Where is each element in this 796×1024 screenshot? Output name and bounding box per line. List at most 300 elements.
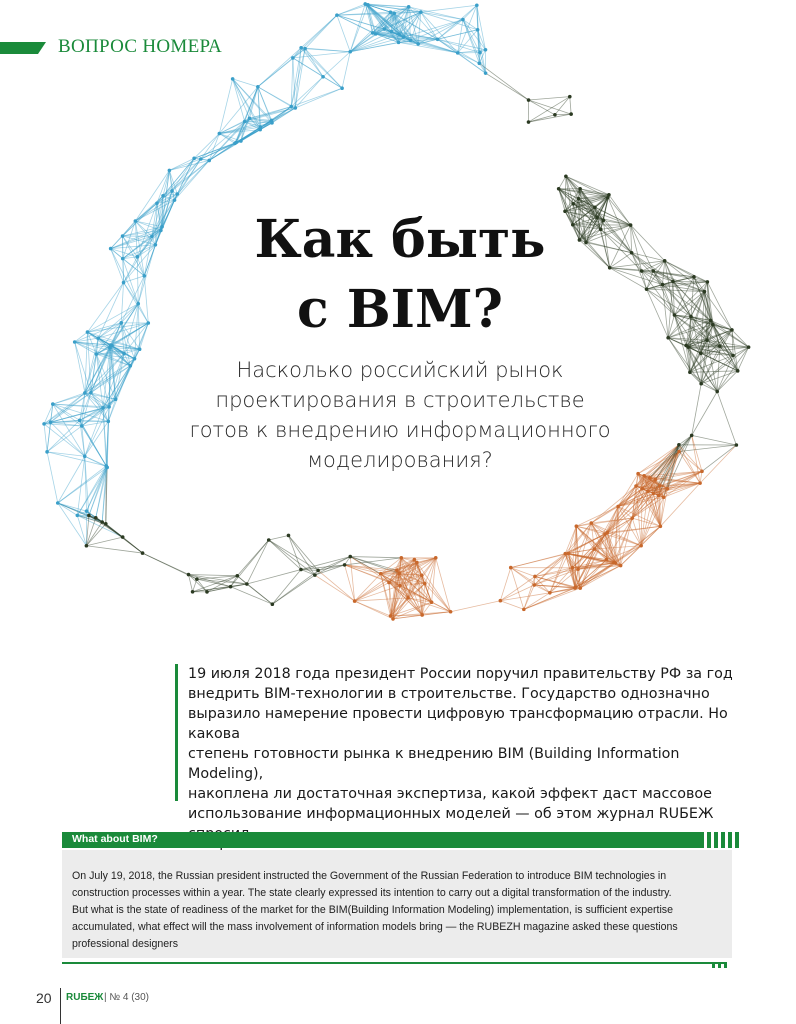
network-node — [476, 28, 480, 32]
network-node — [527, 98, 531, 102]
network-node — [161, 194, 165, 198]
network-node — [661, 283, 665, 287]
network-node — [570, 566, 574, 570]
network-node — [233, 142, 237, 146]
network-node — [256, 85, 260, 89]
network-node — [389, 614, 393, 618]
network-edge — [318, 570, 355, 601]
network-node — [402, 35, 406, 39]
network-node — [109, 343, 113, 347]
network-node — [456, 51, 460, 55]
network-node — [353, 599, 357, 603]
network-node — [122, 281, 126, 285]
network-node — [699, 382, 703, 386]
network-node — [484, 71, 488, 75]
network-node — [548, 591, 552, 595]
network-node — [436, 37, 440, 41]
network-node — [646, 489, 650, 493]
network-node — [239, 139, 243, 143]
network-node — [461, 18, 465, 22]
network-edge — [421, 5, 477, 12]
sidebar-text — [72, 868, 722, 953]
network-node — [291, 56, 295, 60]
network-edge — [293, 52, 350, 58]
network-node — [299, 46, 303, 50]
network-node — [575, 524, 579, 528]
network-node — [348, 555, 352, 559]
network-node — [170, 189, 174, 193]
network-edge — [479, 63, 528, 100]
network-edge — [231, 587, 273, 605]
sidebar-line: But what is the state of readiness of the market for the BIM(Building Information Modeling) implementation, is sufficient expertise — [72, 904, 673, 916]
network-node — [168, 169, 172, 173]
network-node — [677, 443, 681, 447]
network-node — [293, 106, 297, 110]
network-node — [589, 521, 593, 525]
network-node — [576, 567, 580, 571]
sidebar-heading: What about BIM? — [72, 833, 158, 845]
network-node — [553, 113, 557, 117]
network-node — [533, 575, 537, 579]
network-edge — [258, 58, 293, 87]
network-node — [195, 577, 199, 581]
network-node — [569, 112, 573, 116]
network-node — [653, 478, 657, 482]
network-node — [735, 443, 739, 447]
network-node — [187, 573, 191, 577]
network-node — [657, 494, 661, 498]
network-edge — [463, 5, 477, 19]
network-node — [270, 121, 274, 125]
network-node — [321, 75, 325, 79]
network-node — [423, 582, 427, 586]
network-node — [563, 552, 567, 556]
network-edge — [53, 393, 85, 404]
network-edge — [432, 558, 436, 602]
network-node — [666, 487, 670, 491]
heading-stripes — [707, 832, 743, 848]
network-edge — [295, 88, 342, 108]
network-edge — [193, 579, 197, 592]
network-edge — [500, 601, 524, 610]
network-node — [434, 556, 438, 560]
network-edge — [607, 526, 660, 532]
network-node — [303, 47, 307, 51]
network-node — [509, 566, 513, 570]
network-node — [138, 347, 142, 351]
network-node — [614, 561, 618, 565]
network-node — [267, 538, 271, 542]
network-edge — [269, 535, 289, 540]
network-node — [709, 319, 713, 323]
sidebar-line: professional designers — [72, 938, 178, 950]
network-node — [705, 338, 709, 342]
network-node — [235, 574, 239, 578]
network-node — [248, 116, 252, 120]
network-node — [136, 302, 140, 306]
network-edge — [293, 15, 337, 58]
network-node — [83, 454, 87, 458]
network-node — [258, 128, 262, 132]
network-node — [406, 596, 410, 600]
network-node — [343, 563, 347, 567]
network-node — [397, 41, 401, 45]
network-node — [80, 424, 84, 428]
network-node — [420, 613, 424, 617]
network-edge — [288, 535, 300, 569]
network-node — [677, 450, 681, 454]
page-number: 20 — [36, 990, 52, 1006]
network-node — [449, 610, 453, 614]
network-edge — [534, 568, 572, 585]
network-node — [207, 159, 211, 163]
network-node — [379, 572, 383, 576]
network-node — [671, 280, 675, 284]
network-edge — [247, 570, 301, 584]
network-node — [287, 534, 291, 538]
network-node — [231, 77, 235, 81]
network-node — [652, 492, 656, 496]
network-node — [289, 105, 293, 109]
network-node — [568, 95, 572, 99]
network-node — [109, 247, 113, 251]
lead-line: использование информационных моделей — об этом журнал RUБЕЖ — [188, 806, 714, 822]
sidebar-line: accumulated, what effect will the mass involvement of information models bring — the RUBEZH magazine asked these questions — [72, 921, 678, 933]
network-node — [141, 551, 145, 555]
network-node — [747, 345, 751, 349]
sidebar-end-stripes — [712, 962, 732, 968]
network-node — [335, 13, 339, 17]
network-edge — [559, 176, 566, 189]
network-edge — [511, 553, 569, 567]
network-edge — [233, 79, 250, 118]
network-node — [96, 336, 100, 340]
network-node — [639, 544, 643, 548]
network-node — [83, 391, 87, 395]
network-edge — [717, 371, 738, 392]
network-node — [107, 405, 111, 409]
network-node — [85, 509, 89, 513]
magazine-name: RUБЕЖ — [66, 992, 104, 1003]
network-node — [73, 340, 77, 344]
network-node — [527, 120, 531, 124]
network-node — [703, 290, 707, 294]
network-node — [662, 495, 666, 499]
network-edge — [47, 452, 106, 466]
network-node — [192, 157, 196, 161]
lead-line: 19 июля 2018 года президент России поручил правительству РФ за год — [188, 666, 733, 682]
network-node — [205, 590, 209, 594]
network-node — [606, 196, 610, 200]
network-node — [642, 474, 646, 478]
network-node — [419, 10, 423, 14]
network-node — [243, 120, 247, 124]
network-edge — [75, 338, 99, 342]
network-node — [648, 476, 652, 480]
section-label: ВОПРОС НОМЕРА — [58, 36, 222, 57]
page-title — [150, 205, 650, 345]
network-node — [420, 573, 424, 577]
sidebar-box — [62, 850, 732, 958]
network-edge — [272, 570, 301, 605]
network-node — [630, 516, 634, 520]
network-node — [658, 484, 662, 488]
network-edge — [673, 281, 707, 282]
network-node — [128, 364, 132, 368]
network-node — [634, 484, 638, 488]
network-edge — [500, 593, 550, 601]
network-edge — [451, 601, 501, 612]
lead-line: степень готовности рынка к внедрению BIM (Building Information Modeling), — [188, 746, 680, 782]
network-node — [119, 321, 123, 325]
network-node — [605, 558, 609, 562]
network-node — [392, 12, 396, 16]
network-node — [698, 481, 702, 485]
network-edge — [692, 435, 737, 445]
network-node — [229, 585, 233, 589]
network-edge — [237, 540, 268, 576]
network-node — [95, 352, 99, 356]
network-node — [383, 27, 387, 31]
sidebar-bottom-rule — [62, 962, 724, 964]
network-edge — [529, 97, 570, 100]
network-edge — [47, 452, 85, 456]
network-node — [366, 3, 370, 7]
network-node — [56, 501, 60, 505]
network-node — [391, 617, 395, 621]
network-node — [711, 323, 715, 327]
network-node — [101, 406, 105, 410]
sidebar-line: construction processes within a year. The state clearly expressed its intention to carry out a digital transformation of the industry. — [72, 887, 672, 899]
network-node — [395, 569, 399, 573]
network-node — [557, 187, 561, 191]
network-edge — [58, 456, 85, 503]
network-node — [397, 572, 401, 576]
network-edge — [53, 404, 85, 456]
title-line-2: с BIM? — [296, 279, 504, 340]
network-node — [173, 198, 177, 202]
network-node — [49, 420, 53, 424]
network-edge — [511, 568, 535, 585]
network-edge — [201, 143, 235, 159]
network-node — [100, 520, 104, 524]
network-node — [690, 434, 694, 438]
network-node — [673, 313, 677, 317]
network-node — [651, 269, 655, 273]
network-node — [299, 568, 303, 572]
network-node — [175, 192, 179, 196]
network-edge — [193, 576, 238, 592]
network-edge — [269, 540, 318, 570]
network-node — [104, 522, 108, 526]
network-node — [700, 470, 704, 474]
lead-line: накоплена ли достаточная экспертиза, какой эффект даст массовое — [188, 786, 712, 802]
network-node — [731, 354, 735, 358]
network-edge — [350, 34, 399, 52]
network-node — [94, 516, 98, 520]
network-edge — [580, 566, 620, 589]
network-node — [532, 583, 536, 587]
network-node — [371, 31, 375, 35]
network-node — [692, 275, 696, 279]
network-edge — [124, 283, 149, 323]
network-node — [133, 357, 137, 361]
network-edge — [702, 445, 736, 471]
network-node — [389, 10, 393, 14]
network-node — [218, 132, 222, 136]
network-node — [606, 531, 610, 535]
network-edge — [305, 49, 350, 52]
network-edge — [77, 515, 122, 537]
network-node — [271, 602, 275, 606]
network-node — [316, 569, 320, 573]
network-node — [407, 5, 411, 9]
lead-accent-rule — [175, 664, 178, 801]
title-line-1: Как быть — [254, 209, 546, 270]
footer-divider — [60, 988, 61, 1024]
network-edge — [47, 452, 58, 503]
network-node — [199, 157, 203, 161]
network-node — [121, 234, 125, 238]
network-edge — [500, 568, 510, 601]
network-node — [409, 39, 413, 43]
network-node — [85, 544, 89, 548]
network-node — [390, 30, 394, 34]
network-node — [663, 259, 667, 263]
network-node — [413, 558, 417, 562]
network-node — [478, 51, 482, 55]
network-node — [78, 419, 82, 423]
network-node — [616, 505, 620, 509]
network-node — [706, 280, 710, 284]
network-node — [106, 420, 110, 424]
network-node — [135, 255, 139, 259]
network-edge — [342, 52, 350, 88]
network-node — [416, 42, 420, 46]
network-node — [245, 582, 249, 586]
network-edge — [86, 537, 122, 546]
network-node — [430, 600, 434, 604]
network-node — [730, 328, 734, 332]
network-node — [475, 3, 479, 7]
network-node — [45, 450, 49, 454]
network-edge — [138, 304, 139, 350]
network-node — [718, 344, 722, 348]
network-node — [86, 330, 90, 334]
network-node — [121, 535, 125, 539]
network-edge — [570, 97, 571, 114]
network-edge — [700, 445, 736, 483]
network-node — [689, 315, 693, 319]
network-edge — [77, 515, 86, 545]
network-edge — [288, 535, 318, 570]
network-edge — [247, 540, 269, 584]
network-node — [398, 584, 402, 588]
subtitle-line-3: готов к внедрению информационного — [189, 418, 611, 442]
network-node — [574, 586, 578, 590]
network-node — [578, 586, 582, 590]
issue-number: | № 4 (30) — [104, 992, 150, 1003]
network-node — [477, 62, 481, 66]
network-edge — [305, 49, 323, 77]
network-node — [687, 345, 691, 349]
network-node — [577, 197, 581, 201]
network-edge — [717, 391, 736, 444]
network-node — [400, 556, 404, 560]
network-node — [659, 525, 663, 529]
network-node — [76, 514, 80, 518]
subtitle — [170, 355, 630, 475]
network-node — [592, 547, 596, 551]
network-node — [736, 369, 740, 373]
network-node — [715, 390, 719, 394]
network-node — [42, 422, 46, 426]
network-node — [348, 50, 352, 54]
network-edge — [75, 342, 85, 393]
network-edge — [511, 568, 524, 610]
network-edge — [247, 584, 272, 604]
network-edge — [486, 73, 529, 100]
network-node — [122, 352, 126, 356]
network-node — [313, 573, 317, 577]
network-node — [374, 32, 378, 36]
network-node — [699, 352, 703, 356]
network-edge — [738, 347, 749, 371]
network-node — [114, 398, 118, 402]
subtitle-line-2: проектирования в строительстве — [215, 388, 585, 412]
network-node — [51, 402, 55, 406]
network-node — [522, 608, 526, 612]
network-node — [191, 590, 195, 594]
lead-line: внедрить BIM-технологии в строительстве. Государство однозначно — [188, 686, 710, 702]
network-node — [564, 175, 568, 179]
network-edge — [291, 88, 342, 106]
network-node — [666, 336, 670, 340]
network-node — [640, 487, 644, 491]
network-edge — [86, 524, 105, 546]
network-node — [89, 391, 93, 395]
network-node — [688, 370, 692, 374]
network-node — [636, 472, 640, 476]
network-node — [134, 219, 138, 223]
network-edge — [87, 304, 138, 332]
lead-line: выразило намерение провести цифровую трансформацию отрасли. Но какова — [188, 706, 728, 742]
network-node — [142, 274, 146, 278]
network-node — [567, 552, 571, 556]
network-edge — [355, 601, 391, 616]
sidebar-line: On July 19, 2018, the Russian president instructed the Government of the Russian Federation to introduce BIM technologies in — [72, 870, 667, 882]
network-edge — [555, 97, 570, 115]
network-node — [105, 466, 109, 470]
network-edge — [679, 445, 736, 452]
network-node — [578, 187, 582, 191]
network-node — [499, 599, 503, 603]
network-node — [387, 581, 391, 585]
network-node — [87, 514, 91, 518]
sidebar-heading-bar — [62, 832, 704, 848]
subtitle-line-1: Насколько российский рынок — [236, 358, 564, 382]
network-edge — [258, 87, 295, 108]
network-node — [397, 32, 401, 36]
subtitle-line-4: моделирования? — [307, 448, 493, 472]
network-node — [484, 48, 488, 52]
network-node — [121, 257, 125, 261]
network-node — [415, 561, 419, 565]
network-edge — [44, 424, 47, 452]
network-node — [340, 86, 344, 90]
network-edge — [350, 557, 401, 558]
network-node — [619, 564, 623, 568]
